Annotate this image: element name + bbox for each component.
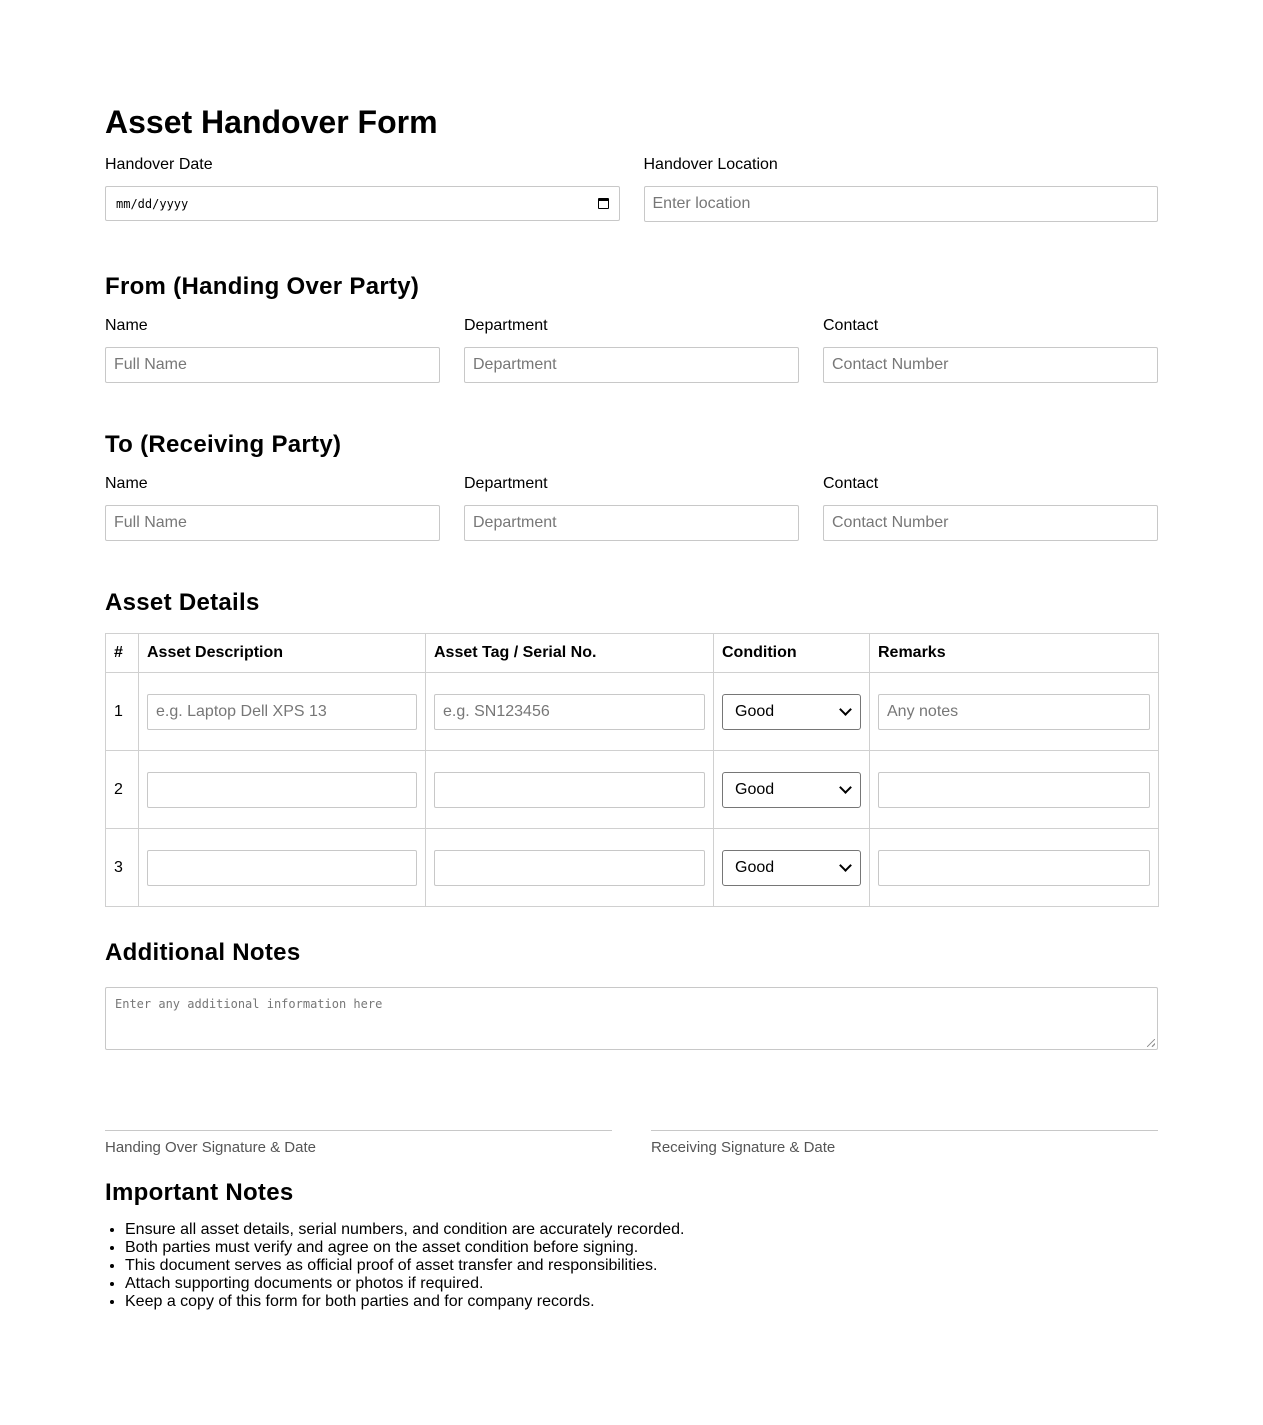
asset-table (105, 633, 1159, 907)
asset-details-heading: Asset Details (105, 589, 260, 616)
to-party-heading: To (Receiving Party) (105, 431, 342, 458)
condition-value: Good (735, 780, 775, 798)
from-party-heading: From (Handing Over Party) (105, 273, 420, 300)
condition-select[interactable] (722, 850, 861, 886)
remarks-cell (870, 829, 1159, 907)
from-department-input[interactable] (464, 347, 799, 383)
important-notes-list (105, 1221, 1158, 1310)
remarks-input[interactable] (878, 772, 1150, 808)
remarks-input[interactable] (878, 694, 1150, 730)
to-department-label: Department (464, 475, 548, 492)
chevron-down-icon (839, 781, 852, 794)
from-contact-label: Contact (823, 317, 879, 334)
asset-description-input[interactable] (147, 772, 417, 808)
important-notes-heading: Important Notes (105, 1179, 294, 1206)
condition-cell (714, 673, 870, 751)
col-header-tag: Asset Tag / Serial No. (426, 634, 714, 673)
to-party-fields (105, 473, 1158, 541)
page-title: Asset Handover Form (105, 104, 438, 140)
row-number: 1 (106, 673, 139, 751)
col-header-description: Asset Description (139, 634, 426, 673)
to-department-input[interactable] (464, 505, 799, 541)
date-placeholder: mm/dd/yyyy (116, 196, 189, 211)
from-name-group (105, 315, 440, 383)
condition-cell (714, 829, 870, 907)
tag-cell (426, 673, 714, 751)
condition-select[interactable] (722, 694, 861, 730)
additional-notes-heading: Additional Notes (105, 939, 301, 966)
handing-over-signature-line (105, 1130, 612, 1157)
to-department-group (464, 473, 799, 541)
table-row (106, 751, 1159, 829)
tag-cell (426, 829, 714, 907)
from-name-input[interactable] (105, 347, 440, 383)
handover-date-label: Handover Date (105, 156, 213, 173)
col-header-number: # (106, 634, 139, 673)
handover-location-group (644, 154, 1159, 222)
list-item: • Both parties must verify and agree on the asset condition before signing. (125, 1239, 1158, 1257)
from-name-label: Name (105, 317, 148, 334)
table-row (106, 829, 1159, 907)
to-name-input[interactable] (105, 505, 440, 541)
remarks-cell (870, 751, 1159, 829)
asset-tag-input[interactable] (434, 694, 705, 730)
handing-over-signature-label: Handing Over Signature & Date (105, 1139, 316, 1156)
resize-handle-icon[interactable] (1147, 1039, 1155, 1047)
row-number: 2 (106, 751, 139, 829)
chevron-down-icon (839, 703, 852, 716)
from-contact-group (823, 315, 1158, 383)
col-header-remarks: Remarks (870, 634, 1159, 673)
asset-table-header (106, 634, 1159, 673)
description-cell (139, 673, 426, 751)
asset-handover-form (105, 100, 1158, 1310)
handover-date-input[interactable] (105, 186, 620, 221)
handover-location-label: Handover Location (643, 156, 778, 173)
receiving-signature-line (651, 1130, 1158, 1157)
to-party-section (105, 429, 1158, 541)
list-item: • Attach supporting documents or photos if required. (125, 1275, 1158, 1293)
condition-value: Good (735, 858, 775, 876)
list-item: • This document serves as official proof of asset transfer and responsibilities. (125, 1257, 1158, 1275)
receiving-signature-label: Receiving Signature & Date (651, 1139, 836, 1156)
important-notes-section (105, 1177, 1158, 1310)
from-department-label: Department (464, 317, 548, 334)
to-contact-input[interactable] (823, 505, 1158, 541)
col-header-condition: Condition (714, 634, 870, 673)
asset-description-input[interactable] (147, 694, 417, 730)
condition-select[interactable] (722, 772, 861, 808)
handover-date-group (105, 154, 620, 222)
remarks-cell (870, 673, 1159, 751)
additional-notes-section (105, 937, 1158, 1050)
list-item: • Keep a copy of this form for both parties and for company records. (125, 1293, 1158, 1311)
from-contact-input[interactable] (823, 347, 1158, 383)
list-item: • Ensure all asset details, serial numbers, and condition are accurately recorded. (125, 1221, 1158, 1239)
from-party-fields (105, 315, 1158, 383)
condition-value: Good (735, 702, 775, 720)
tag-cell (426, 751, 714, 829)
remarks-input[interactable] (878, 850, 1150, 886)
asset-tag-input[interactable] (434, 772, 705, 808)
chevron-down-icon (839, 859, 852, 872)
notes-placeholder: Enter any additional information here (115, 997, 383, 1011)
to-contact-group (823, 473, 1158, 541)
to-name-label: Name (105, 475, 148, 492)
description-cell (139, 751, 426, 829)
asset-details-section (105, 587, 1158, 907)
calendar-icon[interactable] (598, 198, 609, 209)
additional-notes-textarea[interactable] (105, 987, 1158, 1050)
asset-description-input[interactable] (147, 850, 417, 886)
row-number: 3 (106, 829, 139, 907)
condition-cell (714, 751, 870, 829)
table-row (106, 673, 1159, 751)
to-contact-label: Contact (823, 475, 879, 492)
from-department-group (464, 315, 799, 383)
handover-section (105, 154, 1158, 222)
description-cell (139, 829, 426, 907)
asset-tag-input[interactable] (434, 850, 705, 886)
from-party-section (105, 271, 1158, 383)
handover-location-input[interactable] (644, 186, 1159, 222)
signature-section (105, 1130, 1158, 1157)
to-name-group (105, 473, 440, 541)
